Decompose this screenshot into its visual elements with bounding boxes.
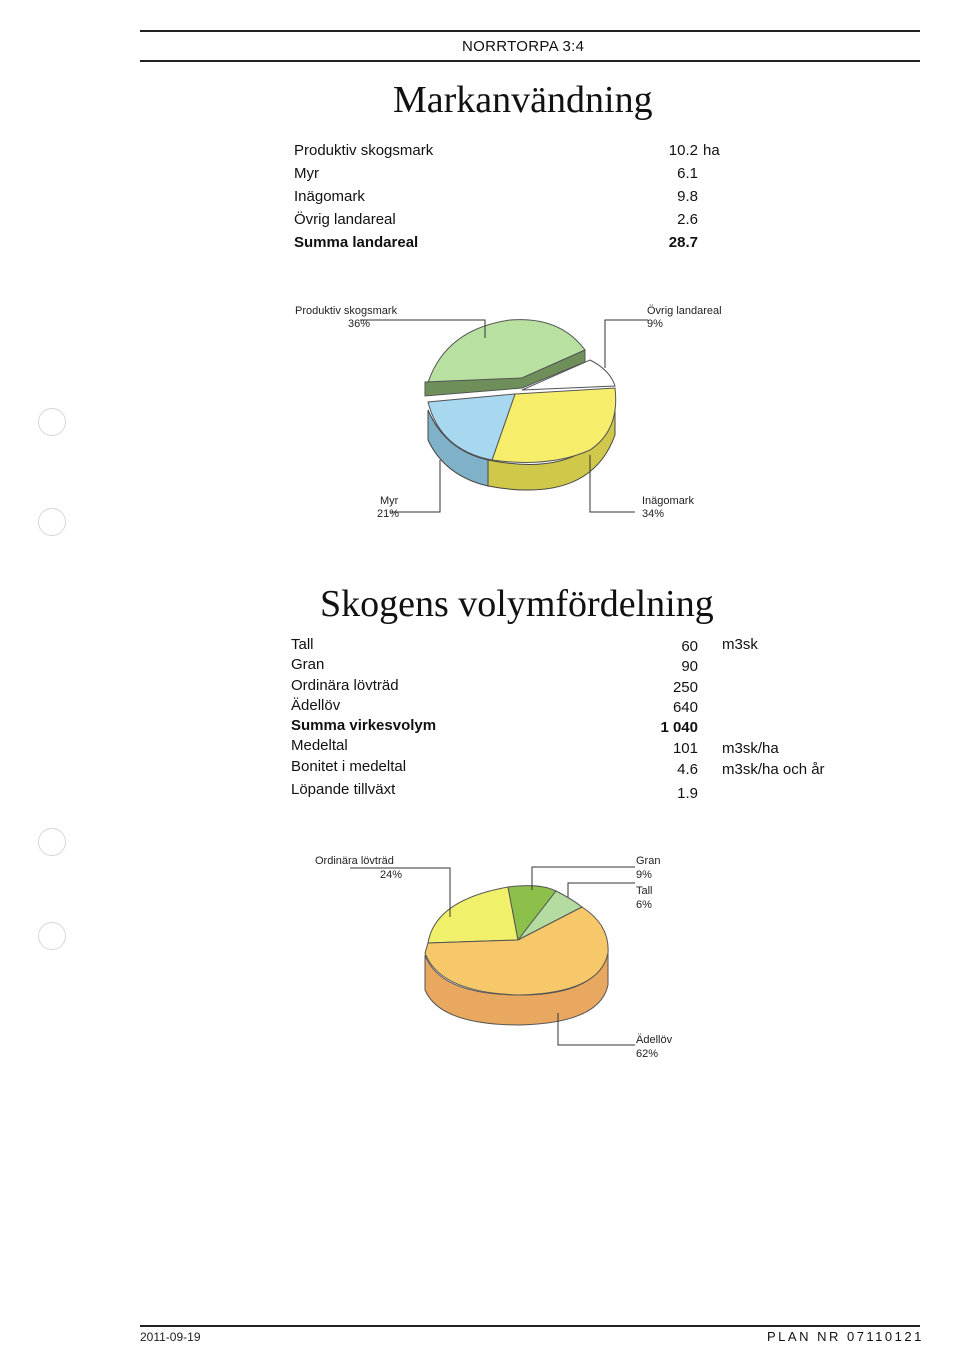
punch-hole: [38, 408, 66, 436]
volume-value: 60: [681, 638, 698, 655]
pie-slice-ordinara: [428, 887, 518, 943]
pie-label-ovrig: Övrig landareal: [647, 305, 722, 317]
land-use-pie-chart: [260, 290, 780, 540]
pie-label-ordinara: Ordinära lövträd: [315, 855, 394, 867]
volume-label: Löpande tillväxt: [291, 781, 396, 798]
land-use-label: Inägomark: [294, 188, 365, 205]
volume-value: 4.6: [677, 761, 698, 778]
pie-percent-gran: 9%: [636, 869, 652, 881]
land-use-total-label: Summa landareal: [294, 234, 419, 251]
land-use-value: 2.6: [677, 211, 698, 228]
page-header-title: NORRTORPA 3:4: [462, 38, 585, 55]
footer-rule: [140, 1325, 920, 1327]
volume-unit: m3sk/ha: [722, 740, 779, 757]
punch-hole: [38, 508, 66, 536]
volume-label: Gran: [291, 656, 325, 673]
land-use-value: 10.2: [668, 142, 698, 159]
volume-label: Tall: [291, 636, 314, 653]
pie-label-adellov: Ädellöv: [636, 1034, 673, 1046]
pie-percent-inagomark: 34%: [642, 508, 665, 520]
land-use-label: Myr: [294, 165, 319, 182]
volume-label: Medeltal: [291, 737, 348, 754]
volume-total-label: Summa virkesvolym: [291, 717, 437, 734]
header-bottom-rule: [140, 60, 920, 62]
footer-plan-number: PLAN NR 07110121: [767, 1329, 924, 1344]
land-use-heading: Markanvändning: [393, 79, 653, 121]
punch-hole: [38, 828, 66, 856]
land-use-value: 9.8: [677, 188, 698, 205]
land-use-total-value: 28.7: [668, 234, 698, 251]
land-use-label: Övrig landareal: [294, 211, 396, 228]
pie-percent-adellov: 62%: [636, 1048, 659, 1060]
land-use-label: Produktiv skogsmark: [294, 142, 434, 159]
pie-percent-ordinara: 24%: [380, 869, 403, 881]
volume-unit: m3sk/ha och år: [722, 761, 825, 778]
volume-value: 1.9: [677, 785, 698, 802]
pie-label-tall: Tall: [636, 885, 653, 897]
pie-label-inagomark: Inägomark: [642, 495, 694, 507]
volume-value: 101: [672, 740, 698, 757]
volume-label: Ordinära lövträd: [291, 677, 399, 694]
volume-value: 640: [672, 699, 698, 716]
pie-label-myr: Myr: [380, 495, 399, 507]
pie-percent-produktiv: 36%: [348, 318, 371, 330]
footer-date: 2011-09-19: [140, 1330, 201, 1344]
pie-percent-myr: 21%: [377, 508, 400, 520]
pie-label-produktiv: Produktiv skogsmark: [295, 305, 398, 317]
header-top-rule: [140, 30, 920, 32]
pie-percent-tall: 6%: [636, 899, 652, 911]
land-use-value: 6.1: [677, 165, 698, 182]
volume-heading: Skogens volymfördelning: [320, 583, 714, 625]
volume-value: 90: [681, 658, 698, 675]
pie-label-gran: Gran: [636, 855, 661, 867]
volume-unit: m3sk: [722, 636, 758, 653]
punch-hole: [38, 922, 66, 950]
land-use-unit: ha: [703, 142, 720, 159]
volume-total-value: 1 040: [660, 719, 698, 736]
volume-value: 250: [672, 679, 698, 696]
pie-percent-ovrig: 9%: [647, 318, 663, 330]
volume-label: Ädellöv: [291, 697, 341, 714]
volume-pie-chart: [300, 845, 700, 1075]
volume-label: Bonitet i medeltal: [291, 758, 407, 775]
